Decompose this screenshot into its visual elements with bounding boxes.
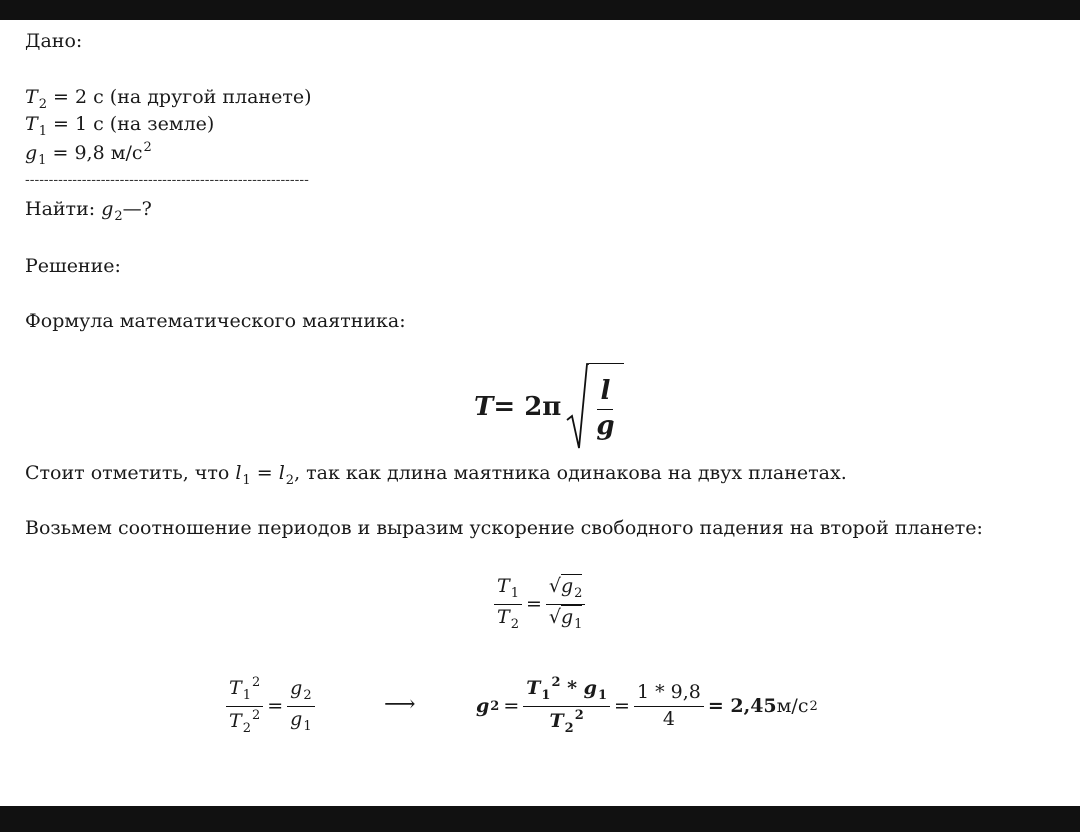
ratio-t2: T <box>497 605 510 628</box>
t2-value: = 2 с (на другой планете) <box>46 86 312 108</box>
note-post: , так как длина маятника одинакова на двух планетах. <box>294 462 847 484</box>
given-g1 <box>25 140 152 168</box>
g1-subscript: 1 <box>38 153 47 168</box>
ratio-g1-sub: 1 <box>574 616 583 632</box>
note-sub2: 2 <box>285 473 295 488</box>
ratio-g2-sub: 2 <box>574 586 583 601</box>
fin-eq2: = <box>614 695 630 718</box>
formula-sqrt <box>565 362 623 452</box>
fin-t2: T <box>549 709 564 732</box>
fin-t1-sub: 1 <box>541 688 551 703</box>
find-label: Найти: <box>25 198 102 220</box>
sqrt-g2: $√g_2$ <box>548 575 583 601</box>
fin-numeric-fraction <box>634 682 704 731</box>
note-eq: = <box>250 462 279 484</box>
bottom-letterbox-bar <box>0 806 1080 832</box>
fin-g2: g <box>476 695 490 718</box>
ratio-t2-sub: 2 <box>510 616 519 632</box>
t1-value: = 1 с (на земле) <box>46 113 215 135</box>
fin-mul: * <box>560 677 584 699</box>
ratio-t-fraction <box>494 576 522 633</box>
given-t1 <box>25 113 214 139</box>
ratio-g1: g <box>561 605 574 628</box>
fin-formula-fraction <box>523 676 610 737</box>
ratio-intro: Возьмем соотношение периодов и выразим ускорение свободного падения на второй планете: <box>25 517 983 539</box>
sq-t1-sub: 1 <box>242 688 251 703</box>
fin-t2-sub: 2 <box>564 720 574 736</box>
g1-value: = 9,8 м/с <box>46 142 143 164</box>
fin-eq1: = <box>503 695 520 718</box>
sq-g1: g <box>290 707 303 730</box>
arrow-icon: ⟶ <box>384 692 416 717</box>
g1-exponent: 2 <box>143 140 152 155</box>
radical-sign-icon <box>565 362 589 452</box>
formula-intro: Формула математического маятника: <box>25 310 406 332</box>
length-note <box>25 462 847 488</box>
sq-g2: g <box>290 677 303 699</box>
ratio-t1: T <box>497 575 510 597</box>
t2-subscript: 2 <box>38 97 47 112</box>
fin-t2-exp: 2 <box>574 707 584 723</box>
fin-unit: м/с <box>776 695 809 718</box>
given-t2 <box>25 86 312 112</box>
sq-t1: T <box>229 677 242 699</box>
fin-result: = 2,45 <box>707 695 777 718</box>
ratio-eq: = <box>525 593 542 616</box>
fin-t1-exp: 2 <box>551 675 561 690</box>
given-heading: Дано: <box>25 30 83 52</box>
sq-eq: = <box>267 695 284 718</box>
find-subscript: 2 <box>114 209 123 224</box>
find-symbol: g <box>101 198 114 220</box>
squared-t-fraction <box>226 676 263 737</box>
fin-g1: g <box>583 677 597 699</box>
fin-g2-sub: 2 <box>490 698 500 714</box>
period-ratio-equation <box>494 576 585 633</box>
fin-num-vals: 1 * 9,8 <box>634 682 704 707</box>
t1-subscript: 1 <box>38 124 47 139</box>
formula-den: g <box>596 410 615 441</box>
squared-ratio-equation <box>226 676 315 737</box>
sq-t1-exp: 2 <box>251 675 261 690</box>
sq-t2: T <box>229 709 242 732</box>
ratio-t1-sub: 1 <box>510 586 519 601</box>
squared-g-fraction <box>287 678 314 735</box>
fin-unit-exp: 2 <box>809 698 818 714</box>
note-l1: l <box>235 462 242 484</box>
formula-num: l <box>600 375 611 406</box>
fin-g1-sub: 1 <box>597 688 608 703</box>
fin-den-val: 4 <box>662 707 675 730</box>
t2-symbol: T <box>25 86 38 108</box>
top-letterbox-bar <box>0 0 1080 20</box>
t1-symbol: T <box>25 113 38 135</box>
find-line <box>25 198 152 224</box>
final-equation <box>476 676 818 737</box>
ratio-g2: g <box>561 575 574 597</box>
fin-t1: T <box>526 677 541 699</box>
note-pre: Стоит отметить, что <box>25 462 236 484</box>
ratio-g-fraction <box>546 576 586 633</box>
g1-symbol: g <box>25 142 38 164</box>
note-l2: l <box>278 462 285 484</box>
sq-g1-sub: 1 <box>303 718 312 734</box>
sq-t2-sub: 2 <box>242 720 251 736</box>
solution-heading: Решение: <box>25 255 121 277</box>
sq-t2-exp: 2 <box>251 707 261 723</box>
formula-eq: = 2π <box>493 392 562 422</box>
find-tail: —? <box>122 198 152 220</box>
note-sub1: 1 <box>242 473 251 488</box>
sq-g2-sub: 2 <box>303 688 312 703</box>
sqrt-g1: $√g_1$ <box>548 605 583 632</box>
separator-line: ------------------------------------------------------------ <box>25 172 309 188</box>
formula-lhs: T <box>474 392 494 422</box>
formula-fraction <box>593 377 617 442</box>
pendulum-formula <box>474 362 624 452</box>
